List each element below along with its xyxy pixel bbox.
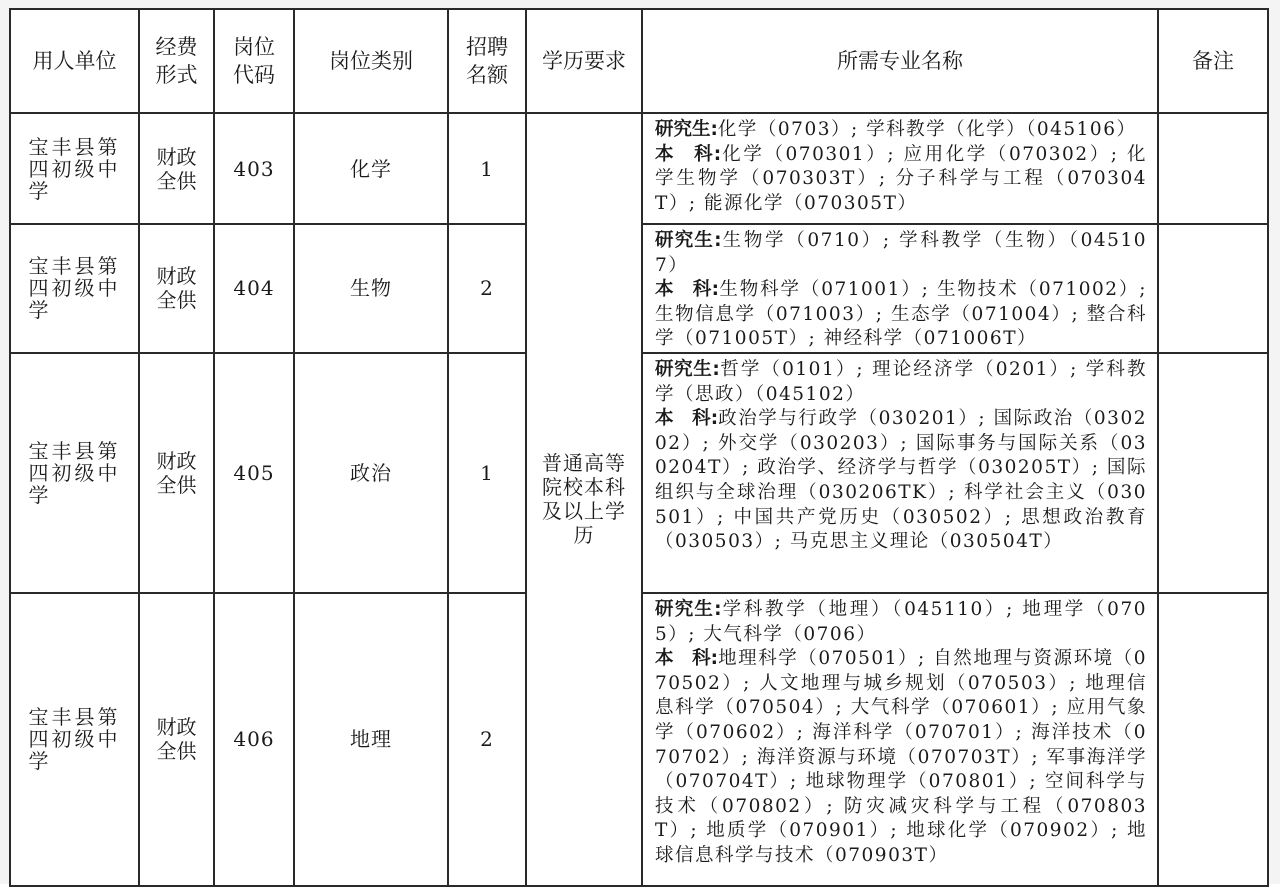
- category-cell: 化学: [294, 113, 448, 224]
- majors-cell: [642, 353, 1158, 593]
- count-cell: 2: [448, 224, 526, 353]
- unit-cell: 宝丰县第四初级中学: [10, 113, 139, 224]
- grad-majors: 哲学（0101）; 理论经济学（0201）; 学科教学（思政）（045102）: [655, 358, 1147, 405]
- code-cell: 405: [214, 353, 294, 593]
- funding-cell: 财政全供: [139, 113, 214, 224]
- majors-cell: [642, 224, 1158, 353]
- header-unit: 用人单位: [10, 9, 139, 113]
- education-cell: 普通高等院校本科及以上学历: [526, 113, 642, 886]
- undergrad-majors: 生物科学（071001）; 生物技术（071002）; 生物信息学（071003）; 生态学（071004）; 整合科学（071005T）; 神经科学（071006T）: [655, 279, 1148, 350]
- grad-majors: 学科教学（地理）（045110）; 地理学（0705）; 大气科学（0706）: [655, 598, 1147, 645]
- header-remarks: 备注: [1158, 9, 1268, 113]
- header-recruit: 招聘 名额: [448, 9, 526, 113]
- undergrad-majors: 化学（070301）; 应用化学（070302）; 化学生物学（070303T）; 分子科学与工程（070304T）; 能源化学（070305T）: [655, 143, 1147, 214]
- unit-cell: 宝丰县第四初级中学: [10, 353, 139, 593]
- grad-majors: 化学（0703）; 学科教学（化学）（045106）: [717, 119, 1137, 140]
- grad-label: 研究生:: [655, 358, 720, 380]
- undergrad-label: 本 科:: [655, 408, 719, 430]
- code-cell: 403: [214, 113, 294, 224]
- remarks-cell: [1158, 224, 1268, 353]
- grad-majors: 生物学（0710）; 学科教学（生物）（045107）: [655, 230, 1147, 276]
- undergrad-majors: 地理科学（070501）; 自然地理与资源环境（070502）; 人文地理与城乡规划（070503）; 地理信息科学（070504）; 大气科学（070601）; 应用气象学（070602）; 海洋科学（070701）; 海洋技术（070702）; 海洋资源与环境（070703T）; 军事海洋学（070704T）; 地球物理学（070801）; 空间科学与技术（070802）; 防灾减灾科学与工程（070803T）; 地质学（070901）; 地球化学（070902）; 地球信息科学与技术（070903T）: [655, 648, 1147, 866]
- header-majors: 所需专业名称: [642, 9, 1158, 113]
- category-cell: 生物: [294, 224, 448, 353]
- grad-label: 研究生:: [655, 119, 718, 140]
- code-cell: 404: [214, 224, 294, 353]
- header-code: 岗位 代码: [214, 9, 294, 113]
- header-category: 岗位类别: [294, 9, 448, 113]
- unit-cell: 宝丰县第四初级中学: [10, 593, 139, 886]
- count-cell: 1: [448, 353, 526, 593]
- funding-cell: 财政全供: [139, 593, 214, 886]
- funding-cell: 财政全供: [139, 353, 214, 593]
- header-education: 学历要求: [526, 9, 642, 113]
- table-row: [10, 113, 1268, 224]
- header-row: [10, 9, 1268, 113]
- remarks-cell: [1158, 593, 1268, 886]
- undergrad-label: 本 科:: [655, 279, 720, 301]
- funding-cell: 财政全供: [139, 224, 214, 353]
- grad-label: 研究生:: [655, 598, 722, 620]
- count-cell: 1: [448, 113, 526, 224]
- remarks-cell: [1158, 353, 1268, 593]
- unit-cell: 宝丰县第四初级中学: [10, 224, 139, 353]
- majors-cell: [642, 113, 1158, 224]
- remarks-cell: [1158, 113, 1268, 224]
- code-cell: 406: [214, 593, 294, 886]
- grad-label: 研究生:: [655, 230, 722, 251]
- undergrad-label: 本 科:: [655, 143, 722, 165]
- undergrad-majors: 政治学与行政学（030201）; 国际政治（030202）; 外交学（030203）; 国际事务与国际关系（030204T）; 政治学、经济学与哲学（030205T）; 国际组织与全球治理（030206TK）; 科学社会主义（030501）; 中国共产党历史（030502）; 思想政治教育（030503）; 马克思主义理论（030504T）: [655, 408, 1147, 553]
- header-funding: 经费 形式: [139, 9, 214, 113]
- count-cell: 2: [448, 593, 526, 886]
- undergrad-label: 本 科:: [655, 648, 719, 670]
- job-table: [9, 8, 1269, 887]
- majors-cell: [642, 593, 1158, 886]
- category-cell: 政治: [294, 353, 448, 593]
- category-cell: 地理: [294, 593, 448, 886]
